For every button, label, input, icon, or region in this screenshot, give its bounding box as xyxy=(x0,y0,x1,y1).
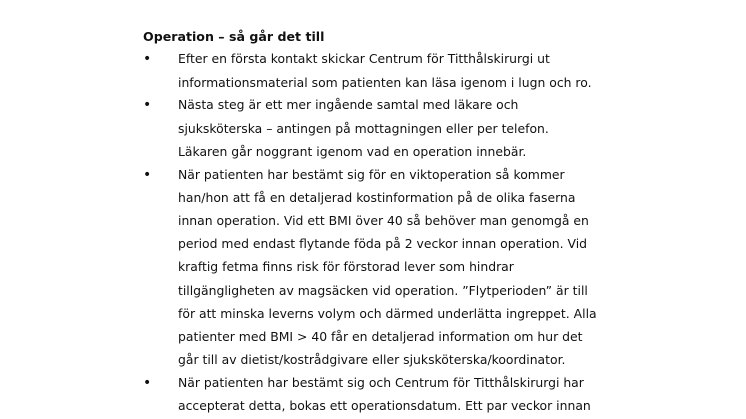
paragraph-line: sjuksköterska – antingen på mottagningen eller per telefon. xyxy=(178,121,549,136)
paragraph-line: informationsmaterial som patienten kan läsa igenom i lugn och ro. xyxy=(178,75,592,90)
paragraph-line: innan operation. Vid ett BMI över 40 så behöver man genomgå en xyxy=(178,213,589,228)
bullet-marker: • xyxy=(143,375,152,391)
paragraph-line: Nästa steg är ett mer ingående samtal med läkare och xyxy=(178,97,519,112)
paragraph-line: tillgängligheten av magsäcken vid operation. ”Flytperioden” är till xyxy=(178,283,588,298)
paragraph-line: accepterat detta, bokas ett operationsdatum. Ett par veckor innan xyxy=(178,398,591,413)
paragraph-line: Läkaren går noggrant igenom vad en operation innebär. xyxy=(178,144,527,159)
paragraph-line: Efter en första kontakt skickar Centrum för Titthålskirurgi ut xyxy=(178,51,550,66)
bullet-marker: • xyxy=(143,97,152,113)
paragraph-line: period med endast flytande föda på 2 veckor innan operation. Vid xyxy=(178,236,588,251)
paragraph-line: han/hon att få en detaljerad kostinformation på de olika faserna xyxy=(178,190,576,205)
bullet-marker: • xyxy=(143,167,152,183)
paragraph-line: för att minska leverns volym och därmed underlätta ingreppet. Alla xyxy=(178,306,597,321)
paragraph-line: När patienten har bestämt sig för en viktoperation så kommer xyxy=(178,167,565,182)
paragraph-line: går till av dietist/kostrådgivare eller sjuksköterska/koordinator. xyxy=(178,352,566,367)
section-heading: Operation – så går det till xyxy=(143,29,325,44)
bullet-marker: • xyxy=(143,51,152,67)
paragraph-line: patienter med BMI > 40 får en detaljerad information om hur det xyxy=(178,329,583,344)
paragraph-line: kraftig fetma finns risk för förstorad lever som hindrar xyxy=(178,259,514,274)
paragraph-line: När patienten har bestämt sig och Centrum för Titthålskirurgi har xyxy=(178,375,584,390)
